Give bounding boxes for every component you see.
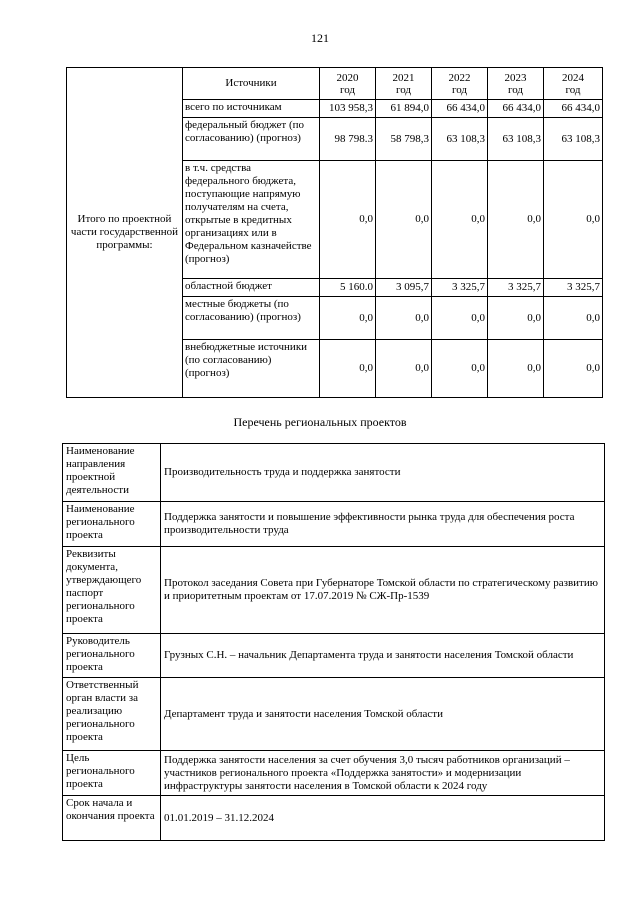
value-cell: 63 108,3: [488, 118, 544, 161]
year-header: 2022 год: [432, 68, 488, 100]
value-cell: 5 160.0: [320, 279, 376, 297]
field-label: Реквизиты документа, утверждающего паспорт регионального проекта: [63, 547, 161, 634]
field-value: Департамент труда и занятости населения Томской области: [161, 678, 605, 751]
value-cell: 0,0: [320, 161, 376, 279]
source-cell: федеральный бюджет (по согласованию) (прогноз): [183, 118, 320, 161]
field-label: Ответственный орган власти за реализацию регионального проекта: [63, 678, 161, 751]
source-cell: в т.ч. средства федерального бюджета, поступающие напрямую получателям на счета, открытые в кредитных организациях или в Федеральном казначействе (прогноз): [183, 161, 320, 279]
value-cell: 0,0: [544, 340, 603, 398]
value-cell: 58 798,3: [376, 118, 432, 161]
value-cell: 0,0: [320, 297, 376, 340]
page-number: 121: [311, 31, 329, 45]
source-cell: местные бюджеты (по согласованию) (прогноз): [183, 297, 320, 340]
table-header-row: [67, 68, 603, 100]
table-row: [63, 547, 605, 634]
field-value: Поддержка занятости населения за счет обучения 3,0 тысяч работников организаций – участников регионального проекта «Поддержка занятости» и модернизации инфраструктуры занятости населения в Томской области к 2024 году: [161, 751, 605, 796]
projects-table: [62, 443, 605, 841]
value-cell: 103 958,3: [320, 100, 376, 118]
value-cell: 0,0: [488, 161, 544, 279]
value-cell: 3 325,7: [432, 279, 488, 297]
value-cell: 3 325,7: [488, 279, 544, 297]
table-row: [63, 796, 605, 841]
value-cell: 0,0: [320, 340, 376, 398]
value-cell: 0,0: [376, 297, 432, 340]
source-cell: всего по источникам: [183, 100, 320, 118]
funding-table: [66, 67, 603, 398]
year-header: 2021 год: [376, 68, 432, 100]
value-cell: 98 798.3: [320, 118, 376, 161]
value-cell: 0,0: [488, 297, 544, 340]
value-cell: 0,0: [544, 161, 603, 279]
table-row: [63, 634, 605, 678]
value-cell: 0,0: [432, 297, 488, 340]
field-value: Поддержка занятости и повышение эффективности рынка труда для обеспечения роста производительности труда: [161, 502, 605, 547]
source-cell: областной бюджет: [183, 279, 320, 297]
field-value: Грузных С.Н. – начальник Департамента труда и занятости населения Томской области: [161, 634, 605, 678]
field-label: Срок начала и окончания проекта: [63, 796, 161, 841]
value-cell: 66 434,0: [488, 100, 544, 118]
value-cell: 0,0: [376, 161, 432, 279]
sources-header: Источники: [183, 68, 320, 100]
value-cell: 63 108,3: [432, 118, 488, 161]
year-header: 2024 год: [544, 68, 603, 100]
value-cell: 0,0: [376, 340, 432, 398]
table-row: [63, 751, 605, 796]
value-cell: 61 894,0: [376, 100, 432, 118]
year-header: 2023 год: [488, 68, 544, 100]
field-value: Производительность труда и поддержка занятости: [161, 444, 605, 502]
value-cell: 66 434,0: [432, 100, 488, 118]
value-cell: 3 325,7: [544, 279, 603, 297]
field-label: Наименование регионального проекта: [63, 502, 161, 547]
field-label: Цель регионального проекта: [63, 751, 161, 796]
field-label: Наименование направления проектной деятельности: [63, 444, 161, 502]
value-cell: 66 434,0: [544, 100, 603, 118]
row-title: Итого по проектной части государственной программы:: [67, 68, 183, 398]
year-header: 2020 год: [320, 68, 376, 100]
source-cell: внебюджетные источники (по согласованию) (прогноз): [183, 340, 320, 398]
field-value: 01.01.2019 – 31.12.2024: [161, 796, 605, 841]
field-label: Руководитель регионального проекта: [63, 634, 161, 678]
value-cell: 0,0: [432, 340, 488, 398]
value-cell: 0,0: [544, 297, 603, 340]
value-cell: 0,0: [488, 340, 544, 398]
value-cell: 0,0: [432, 161, 488, 279]
field-value: Протокол заседания Совета при Губернаторе Томской области по стратегическому развитию и приоритетным проектам от 17.07.2019 № СЖ-Пр-1539: [161, 547, 605, 634]
table-row: [63, 502, 605, 547]
table-row: [63, 444, 605, 502]
table-row: [63, 678, 605, 751]
projects-list-title: Перечень региональных проектов: [233, 415, 407, 429]
value-cell: 3 095,7: [376, 279, 432, 297]
value-cell: 63 108,3: [544, 118, 603, 161]
